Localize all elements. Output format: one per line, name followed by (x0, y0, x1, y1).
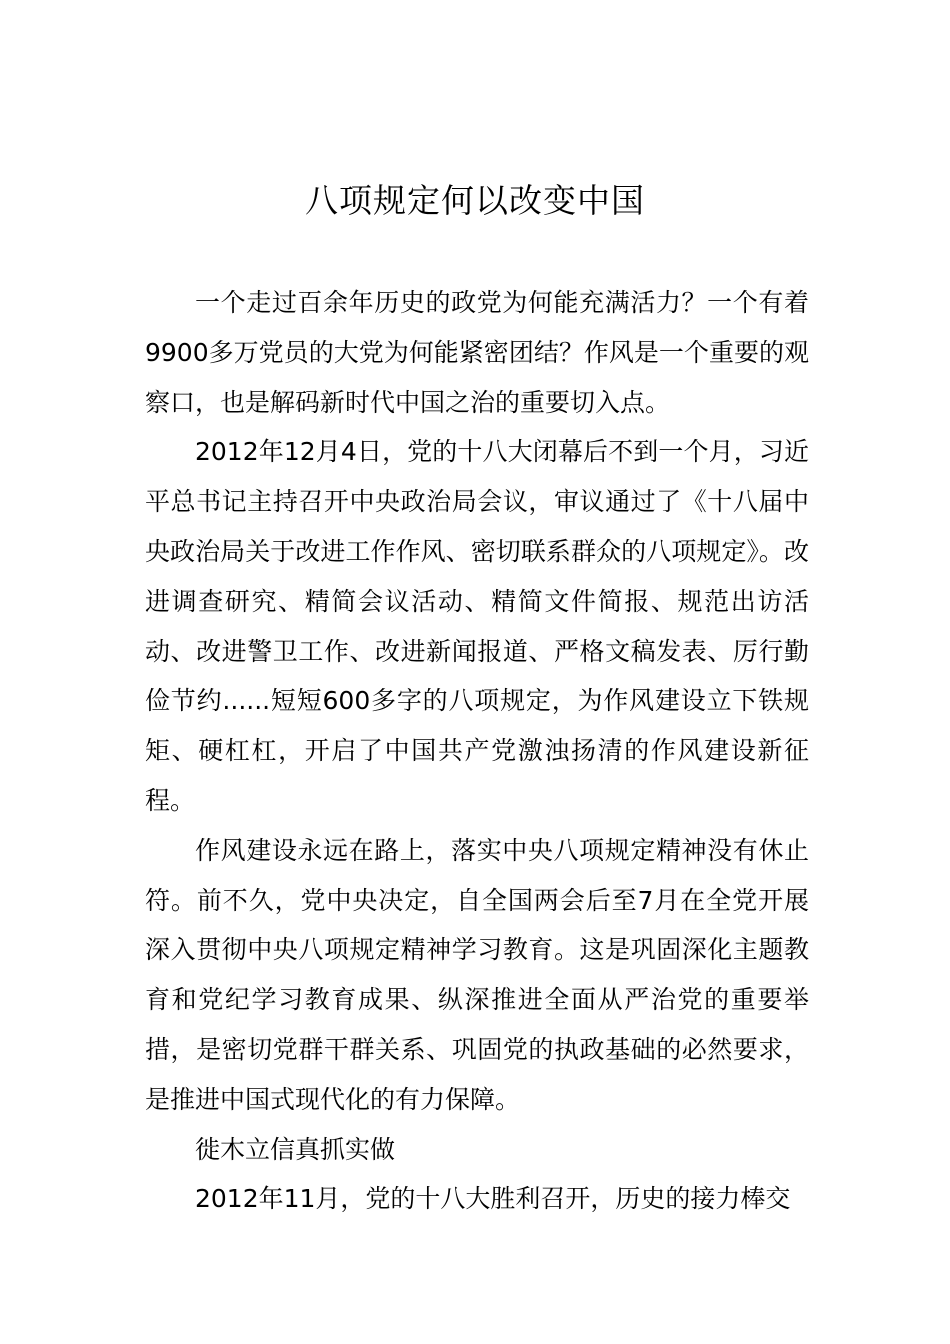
paragraph-continued: 2012年11月，党的十八大胜利召开，历史的接力棒交 (195, 1184, 791, 1214)
paragraph-intro: 一个走过百余年历史的政党为何能充满活力？一个有着9900多万党员的大党为何能紧密团结？作风是一个重要的观察口，也是解码新时代中国之治的重要切入点。 (145, 288, 809, 417)
paragraph-eight-rules: 2012年12月4日，党的十八大闭幕后不到一个月，习近平总书记主持召开中央政治局会议，审议通过了《十八届中央政治局关于改进工作作风、密切联系群众的八项规定》。改进调查研究、精简会议活动、精简文件简报、规范出访活动、改进警卫工作、改进新闻报道、严格文稿发表、厉行勤俭节约......短短600多字的八项规定，为作风建设立下铁规矩、硬杠杠，开启了中国共产党激浊扬清的作风建设新征程。 (145, 437, 809, 815)
section-subheading: 徙木立信真抓实做 (195, 1134, 396, 1164)
document-body (145, 278, 809, 1224)
paragraph-work-style: 作风建设永远在路上，落实中央八项规定精神没有休止符。前不久，党中央决定，自全国两会后至7月在全党开展深入贯彻中央八项规定精神学习教育。这是巩固深化主题教育和党纪学习教育成果、纵深推进全面从严治党的重要举措，是密切党群干群关系、巩固党的执政基础的必然要求，是推进中国式现代化的有力保障。 (145, 835, 809, 1114)
document-title: 八项规定何以改变中国 (305, 181, 645, 220)
